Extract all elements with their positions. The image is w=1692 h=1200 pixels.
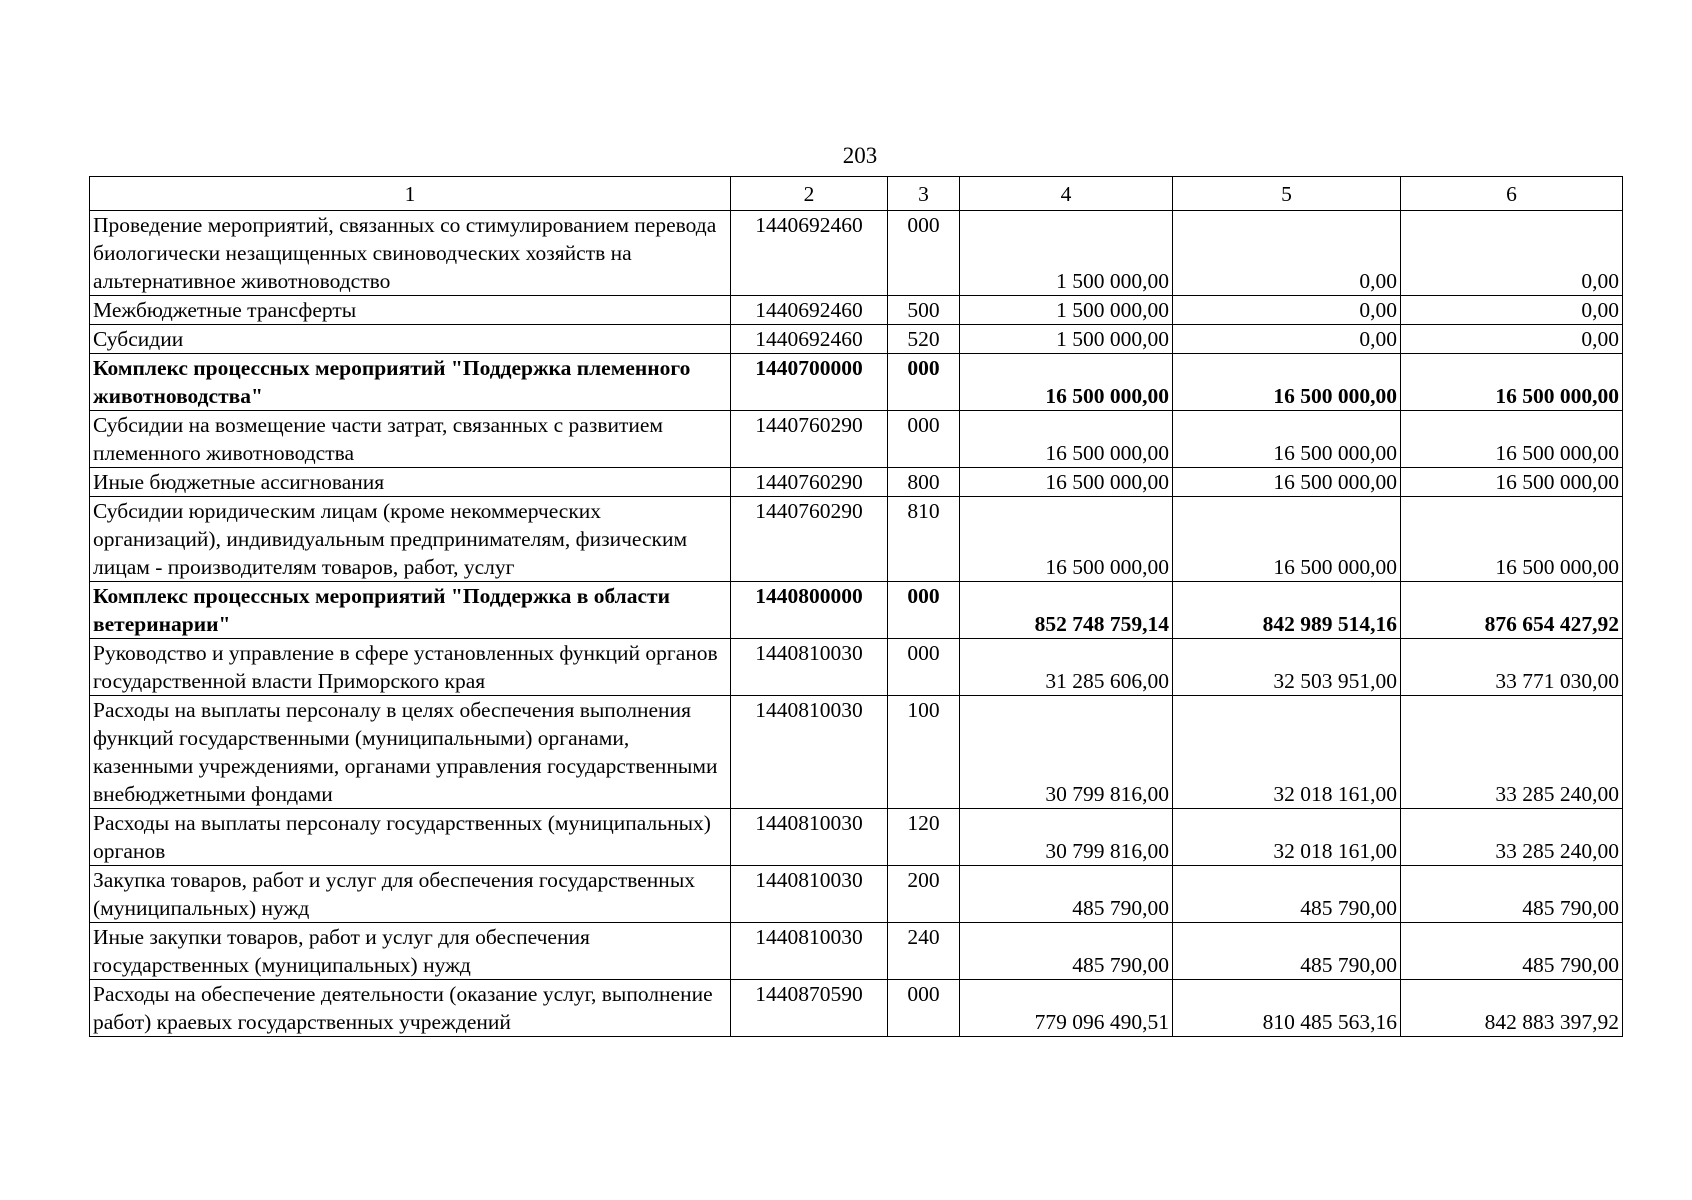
amount-col4-cell: 1 500 000,00 [960, 325, 1173, 354]
amount-col5-cell: 16 500 000,00 [1173, 411, 1401, 468]
amount-col5-cell: 485 790,00 [1173, 866, 1401, 923]
expense-name-cell: Проведение мероприятий, связанных со стимулированием перевода биологически незащищенных свиноводческих хозяйств на альтернативное животноводство [90, 211, 731, 296]
expense-name-cell: Межбюджетные трансферты [90, 296, 731, 325]
amount-col4-cell: 31 285 606,00 [960, 639, 1173, 696]
target-code-cell: 1440692460 [731, 211, 888, 296]
table-row [90, 468, 1623, 497]
amount-col4-cell: 1 500 000,00 [960, 296, 1173, 325]
expense-type-cell: 120 [888, 809, 960, 866]
table-row [90, 696, 1623, 809]
target-code-cell: 1440760290 [731, 411, 888, 468]
amount-col5-cell: 32 018 161,00 [1173, 696, 1401, 809]
amount-col6-cell: 16 500 000,00 [1401, 411, 1623, 468]
expense-name-cell: Субсидии на возмещение части затрат, связанных с развитием племенного животноводства [90, 411, 731, 468]
target-code-cell: 1440800000 [731, 582, 888, 639]
amount-col4-cell: 30 799 816,00 [960, 809, 1173, 866]
expense-name-cell: Иные закупки товаров, работ и услуг для обеспечения государственных (муниципальных) нужд [90, 923, 731, 980]
table-row-section [90, 582, 1623, 639]
amount-col4-cell: 1 500 000,00 [960, 211, 1173, 296]
amount-col6-cell: 16 500 000,00 [1401, 354, 1623, 411]
amount-col4-cell: 779 096 490,51 [960, 980, 1173, 1037]
amount-col6-cell: 16 500 000,00 [1401, 468, 1623, 497]
expense-type-cell: 810 [888, 497, 960, 582]
expense-type-cell: 000 [888, 980, 960, 1037]
amount-col4-cell: 485 790,00 [960, 923, 1173, 980]
target-code-cell: 1440700000 [731, 354, 888, 411]
amount-col6-cell: 485 790,00 [1401, 923, 1623, 980]
expense-type-cell: 500 [888, 296, 960, 325]
target-code-cell: 1440810030 [731, 809, 888, 866]
expense-type-cell: 000 [888, 211, 960, 296]
column-header: 5 [1173, 177, 1401, 211]
target-code-cell: 1440760290 [731, 468, 888, 497]
table-body [90, 211, 1623, 1037]
amount-col6-cell: 842 883 397,92 [1401, 980, 1623, 1037]
expense-name-cell: Руководство и управление в сфере установленных функций органов государственной власти Приморского края [90, 639, 731, 696]
expense-name-cell: Комплекс процессных мероприятий "Поддержка в области ветеринарии" [90, 582, 731, 639]
table-row [90, 497, 1623, 582]
table-row-section [90, 354, 1623, 411]
column-header: 6 [1401, 177, 1623, 211]
expense-type-cell: 000 [888, 639, 960, 696]
target-code-cell: 1440692460 [731, 296, 888, 325]
amount-col6-cell: 16 500 000,00 [1401, 497, 1623, 582]
column-header: 4 [960, 177, 1173, 211]
amount-col5-cell: 810 485 563,16 [1173, 980, 1401, 1037]
amount-col6-cell: 0,00 [1401, 325, 1623, 354]
target-code-cell: 1440810030 [731, 923, 888, 980]
amount-col5-cell: 0,00 [1173, 325, 1401, 354]
amount-col5-cell: 32 018 161,00 [1173, 809, 1401, 866]
amount-col5-cell: 0,00 [1173, 211, 1401, 296]
amount-col6-cell: 0,00 [1401, 211, 1623, 296]
amount-col6-cell: 485 790,00 [1401, 866, 1623, 923]
expense-name-cell: Расходы на обеспечение деятельности (оказание услуг, выполнение работ) краевых государственных учреждений [90, 980, 731, 1037]
target-code-cell: 1440870590 [731, 980, 888, 1037]
amount-col6-cell: 33 285 240,00 [1401, 809, 1623, 866]
expense-type-cell: 200 [888, 866, 960, 923]
expense-type-cell: 000 [888, 354, 960, 411]
amount-col5-cell: 485 790,00 [1173, 923, 1401, 980]
target-code-cell: 1440810030 [731, 696, 888, 809]
expense-name-cell: Субсидии [90, 325, 731, 354]
table-row [90, 866, 1623, 923]
amount-col4-cell: 852 748 759,14 [960, 582, 1173, 639]
expense-type-cell: 520 [888, 325, 960, 354]
amount-col4-cell: 16 500 000,00 [960, 354, 1173, 411]
target-code-cell: 1440692460 [731, 325, 888, 354]
amount-col4-cell: 485 790,00 [960, 866, 1173, 923]
expense-name-cell: Закупка товаров, работ и услуг для обеспечения государственных (муниципальных) нужд [90, 866, 731, 923]
table-row [90, 296, 1623, 325]
table-row [90, 923, 1623, 980]
amount-col4-cell: 16 500 000,00 [960, 468, 1173, 497]
amount-col6-cell: 876 654 427,92 [1401, 582, 1623, 639]
table-row [90, 639, 1623, 696]
table-row [90, 809, 1623, 866]
column-header: 1 [90, 177, 731, 211]
amount-col6-cell: 33 285 240,00 [1401, 696, 1623, 809]
amount-col4-cell: 30 799 816,00 [960, 696, 1173, 809]
amount-col6-cell: 0,00 [1401, 296, 1623, 325]
expense-type-cell: 240 [888, 923, 960, 980]
expense-type-cell: 000 [888, 411, 960, 468]
amount-col5-cell: 842 989 514,16 [1173, 582, 1401, 639]
amount-col5-cell: 16 500 000,00 [1173, 354, 1401, 411]
amount-col5-cell: 16 500 000,00 [1173, 497, 1401, 582]
table-row [90, 980, 1623, 1037]
table-row [90, 325, 1623, 354]
amount-col5-cell: 32 503 951,00 [1173, 639, 1401, 696]
column-header: 3 [888, 177, 960, 211]
expense-name-cell: Расходы на выплаты персоналу в целях обеспечения выполнения функций государственными (муниципальными) органами, казенными учреждениями, органами управления государственными внебюджетными фондами [90, 696, 731, 809]
expense-name-cell: Субсидии юридическим лицам (кроме некоммерческих организаций), индивидуальным предпринимателям, физическим лицам - производителям товаров, работ, услуг [90, 497, 731, 582]
expense-type-cell: 100 [888, 696, 960, 809]
expense-name-cell: Иные бюджетные ассигнования [90, 468, 731, 497]
column-header: 2 [731, 177, 888, 211]
target-code-cell: 1440810030 [731, 866, 888, 923]
expense-name-cell: Расходы на выплаты персоналу государственных (муниципальных) органов [90, 809, 731, 866]
target-code-cell: 1440760290 [731, 497, 888, 582]
header-row [90, 177, 1623, 211]
amount-col6-cell: 33 771 030,00 [1401, 639, 1623, 696]
page-number: 203 [842, 143, 878, 168]
amount-col5-cell: 0,00 [1173, 296, 1401, 325]
budget-table [89, 176, 1623, 1037]
expense-type-cell: 000 [888, 582, 960, 639]
amount-col4-cell: 16 500 000,00 [960, 411, 1173, 468]
table-row [90, 411, 1623, 468]
target-code-cell: 1440810030 [731, 639, 888, 696]
expense-name-cell: Комплекс процессных мероприятий "Поддержка племенного животноводства" [90, 354, 731, 411]
amount-col5-cell: 16 500 000,00 [1173, 468, 1401, 497]
amount-col4-cell: 16 500 000,00 [960, 497, 1173, 582]
table-row [90, 211, 1623, 296]
expense-type-cell: 800 [888, 468, 960, 497]
